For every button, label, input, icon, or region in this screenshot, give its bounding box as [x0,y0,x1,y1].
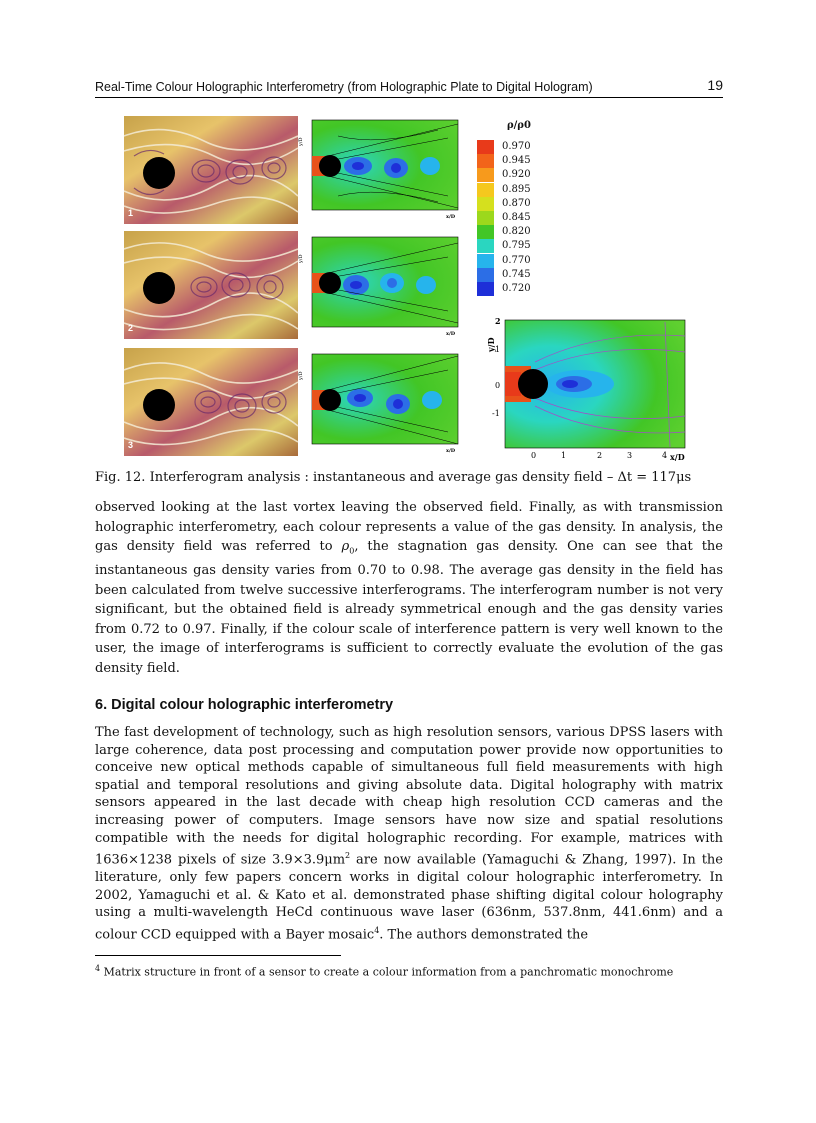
svg-text:4: 4 [662,451,668,460]
page-number: 19 [707,77,723,93]
average-density-plot [486,312,720,462]
svg-text:y/D: y/D [298,371,304,380]
interferogram-photo-2 [124,231,298,339]
panel-label-2: 2 [128,323,134,333]
colorbar-entry [477,225,557,239]
colorbar-entry [477,254,557,268]
running-header [95,79,723,98]
superscript-squared: 2 [345,851,351,861]
svg-text:2: 2 [597,451,603,460]
colorbar-title: ρ/ρ0 [507,120,531,131]
paragraph-density-analysis [95,498,723,678]
colorbar-entry [477,239,557,253]
colorbar-level-label: 0.720 [502,283,531,294]
panel-label-3: 3 [128,440,134,450]
colorbar-entry [477,268,557,282]
para2-text-a: The fast development of technology, such as high resolution sensors, various DPSS lasers with large coherence, data post processing and computation power provide now opportunities to conceive new optical methods capable of simultaneous full field measurements with high spatial and temporal resolutions and giving absolute data. Digital holography with matrix sensors appeared in the last decade with cheap high resolution CCD cameras and the increasing power of computers. Image sensors have now size and spatial resolutions compatible with the needs for digital holographic recording. For example, matrices with 1636×1238 pixels of size 3.9×3.9μm [95,725,723,868]
colorbar-legend [477,120,557,298]
colorbar-entry [477,140,557,154]
rho-symbol: ρ [341,539,350,554]
para1-text-a: observed looking at the last vortex leaving the observed field. Finally, as with transmission holographic interferometry, each colour represents a value of the gas density. In analysis, the gas density field was referred to [95,500,723,554]
colorbar-swatch [477,239,494,253]
density-plot-1 [298,116,462,222]
svg-text:x/D: x/D [446,331,456,337]
colorbar-level-label: 0.795 [502,240,531,252]
section-heading: 6. Digital colour holographic interferometry [95,697,394,713]
svg-text:y/D: y/D [486,337,496,352]
colorbar-entry [477,197,557,211]
colorbar-swatch [477,282,494,296]
svg-text:1: 1 [561,451,567,460]
footnote-text: Matrix structure in front of a sensor to create a colour information from a panchromatic monochrome [100,965,674,979]
colorbar-level-label: 0.970 [502,141,531,152]
svg-text:3: 3 [627,451,633,460]
colorbar-level-label: 0.870 [502,197,531,209]
colorbar-level-label: 0.770 [502,254,531,266]
colorbar-swatch [477,197,494,211]
para2-text-c: . The authors demonstrated the [379,927,589,943]
colorbar-level-label: 0.920 [502,169,531,181]
svg-text:0: 0 [495,381,501,390]
colorbar-entry [477,183,557,197]
colorbar-swatch [477,154,494,168]
footnote-divider [95,955,341,956]
density-plot-2 [298,233,462,339]
figure-caption: Fig. 12. Interferogram analysis : instantaneous and average gas density field – Δt = 117μs [95,470,692,485]
rho-subscript: 0 [349,546,355,556]
colorbar-level-label: 0.945 [502,155,531,167]
footnote-mark: 4 [95,964,101,973]
svg-text:x/D: x/D [670,452,685,462]
svg-text:-1: -1 [492,409,500,418]
svg-text:1: 1 [495,345,501,354]
footnote-ref-4[interactable]: 4 [374,925,380,935]
running-title: Real-Time Colour Holographic Interferometry (from Holographic Plate to Digital Hologram) [95,80,593,94]
colorbar-level-label: 0.895 [502,183,531,195]
colorbar-swatch [477,254,494,268]
colorbar-level-label: 0.820 [502,226,531,238]
footnote [95,964,723,979]
figure-12 [95,112,723,464]
colorbar-swatch [477,168,494,182]
svg-text:y/D: y/D [298,254,304,263]
svg-text:0: 0 [531,451,537,460]
density-plot-3 [298,350,462,456]
colorbar-entry [477,211,557,225]
panel-label-1: 1 [128,208,134,218]
colorbar-entry [477,282,557,296]
colorbar-level-label: 0.745 [502,268,531,280]
paragraph-digital-holography [95,724,723,944]
colorbar-swatch [477,183,494,197]
colorbar-entry [477,168,557,182]
colorbar-swatch [477,268,494,282]
interferogram-photo-1 [124,116,298,224]
colorbar-swatch [477,225,494,239]
para2-text-b: are now available (Yamaguchi & Zhang, 1997). In the literature, only few papers concern works in digital colour holographic interferometry. In 2002, Yamaguchi et al. & Kato et al. demonstrated phase shifting digital colour holography using a multi-wavelength HeCd continuous wave laser (636nm, 537.8nm, 441.6nm) and a colour CCD equipped with a Bayer mosaic [95,852,723,943]
svg-text:x/D: x/D [446,448,456,454]
svg-text:x/D: x/D [446,214,456,220]
colorbar-swatch [477,140,494,154]
colorbar-level-label: 0.845 [502,212,531,223]
para1-text-b: , the stagnation gas density. One can see that the instantaneous gas density varies from 0.70 to 0.98. The average gas density in the field has been calculated from twelve successive interferograms. The interferogram number is not very significant, but the obtained field is already symmetrical enough and the gas density varies from 0.72 to 0.97. Finally, if the colour scale of interference pattern is very well known to the user, the image of interferograms is sufficient to correctly evaluate the evolution of the gas density field. [95,539,723,676]
svg-text:2: 2 [495,316,501,326]
colorbar-entry [477,154,557,168]
colorbar-swatch [477,211,494,225]
interferogram-photo-3 [124,348,298,456]
svg-text:y/D: y/D [298,137,304,146]
